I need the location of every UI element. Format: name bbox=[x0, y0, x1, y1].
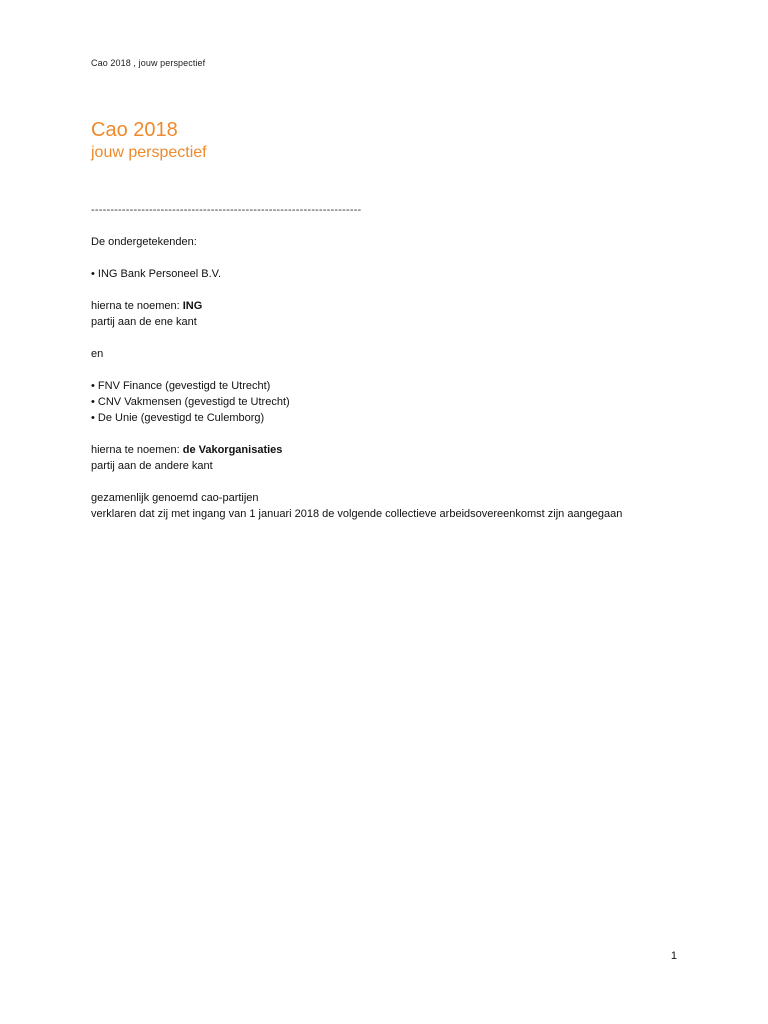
party1-named bbox=[91, 298, 711, 314]
conjunction-text: en bbox=[91, 348, 104, 360]
page-number: 1 bbox=[670, 950, 677, 962]
divider-line: ---------------------------------------------------------------------- bbox=[91, 204, 362, 216]
union-item: • CNV Vakmensen (gevestigd te Utrecht) bbox=[91, 396, 290, 408]
declaration-text: verklaren dat zij met ingang van 1 januari 2018 de volgende collectieve arbeidsovereenkomst zijn aangegaan bbox=[91, 508, 623, 520]
running-header: Cao 2018 , jouw perspectief bbox=[91, 58, 206, 68]
party1-bullet: • ING Bank Personeel B.V. bbox=[91, 268, 222, 280]
document-subtitle: jouw perspectief bbox=[91, 144, 207, 161]
document-title: Cao 2018 bbox=[91, 119, 178, 141]
document-body bbox=[91, 202, 711, 522]
union-item: • FNV Finance (gevestigd te Utrecht) bbox=[91, 380, 271, 392]
party2-named bbox=[91, 442, 711, 458]
title-block bbox=[91, 117, 207, 163]
intro-text: De ondergetekenden: bbox=[91, 236, 197, 248]
party1-named-bold: ING bbox=[182, 300, 203, 312]
party2-named-bold: de Vakorganisaties bbox=[182, 444, 283, 456]
union-item: • De Unie (gevestigd te Culemborg) bbox=[91, 412, 265, 424]
party2-named-prefix: hierna te noemen: bbox=[91, 444, 183, 456]
party1-named-prefix: hierna te noemen: bbox=[91, 300, 183, 312]
party1-side: partij aan de ene kant bbox=[91, 316, 197, 328]
party2-side: partij aan de andere kant bbox=[91, 460, 213, 472]
joint-named: gezamenlijk genoemd cao-partijen bbox=[91, 492, 259, 504]
